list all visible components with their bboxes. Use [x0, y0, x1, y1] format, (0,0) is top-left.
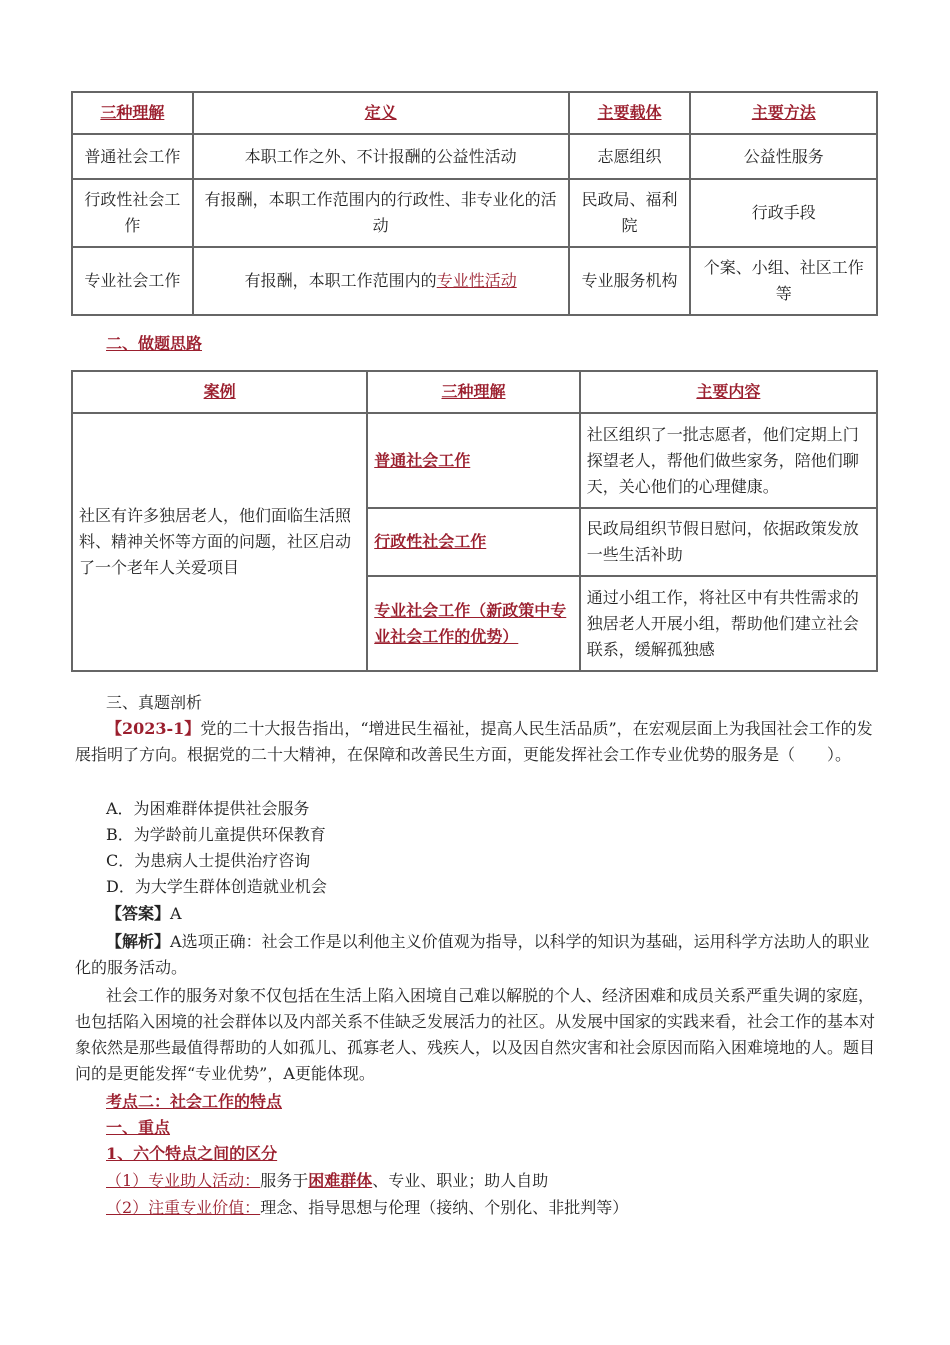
col-header: 三种理解	[72, 92, 193, 134]
understanding-table	[71, 91, 878, 316]
section-title: 二、做题思路	[106, 334, 203, 353]
feature-item	[106, 1168, 875, 1194]
cell-carrier: 志愿组织	[569, 134, 691, 179]
cell-content: 通过小组工作，将社区中有共性需求的独居老人开展小组，帮助他们建立社会联系，缓解孤独感	[580, 576, 877, 671]
cell-type	[367, 508, 580, 576]
analysis-paragraph	[75, 983, 875, 1087]
cell-type	[367, 576, 580, 671]
table-header-row	[72, 371, 877, 413]
feature-text: 、专业、职业；助人自助	[372, 1171, 549, 1190]
col-header: 三种理解	[367, 371, 580, 413]
option: C．为患病人士提供治疗咨询	[106, 851, 311, 870]
type-label: 专业社会工作（新政策中专业社会工作的优势）	[374, 600, 567, 646]
topic-title: 考点二：社会工作的特点	[106, 1092, 283, 1111]
option: A．为困难群体提供社会服务	[106, 799, 310, 818]
cell-method: 个案、小组、社区工作等	[690, 247, 877, 315]
cell-type: 行政性社会工作	[72, 179, 193, 247]
feature-text: 服务于	[260, 1171, 309, 1190]
cell-method: 行政手段	[690, 179, 877, 247]
definition-prefix: 有报酬，本职工作范围内的	[244, 271, 437, 290]
cell-type: 专业社会工作	[72, 247, 193, 315]
definition-highlight: 专业性活动	[436, 271, 517, 290]
cell-definition: 本职工作之外、不计报酬的公益性活动	[193, 134, 569, 179]
col-header: 定义	[193, 92, 569, 134]
col-header: 主要内容	[580, 371, 877, 413]
answer-value: A	[170, 904, 182, 923]
table-row	[72, 247, 877, 315]
subsection-title: 一、重点	[106, 1118, 171, 1137]
table-row	[72, 134, 877, 179]
question-tag: 【2023-1】	[106, 719, 201, 738]
answer	[106, 901, 875, 927]
feature-text: 理念、指导思想与伦理（接纳、个别化、非批判等）	[260, 1198, 629, 1217]
type-label: 行政性社会工作	[374, 532, 487, 551]
analysis-label: 【解析】	[106, 932, 171, 951]
cell-carrier: 专业服务机构	[569, 247, 691, 315]
cell-type: 普通社会工作	[72, 134, 193, 179]
table-row	[72, 413, 877, 508]
cell-content: 社区组织了一批志愿者，他们定期上门探望老人，帮他们做些家务，陪他们聊天，关心他们的心理健康。	[580, 413, 877, 508]
option: D．为大学生群体创造就业机会	[106, 877, 327, 896]
cell-definition: 有报酬，本职工作范围内的行政性、非专业化的活动	[193, 179, 569, 247]
option: B．为学龄前儿童提供环保教育	[106, 825, 326, 844]
section-title: 三、真题剖析	[106, 693, 203, 712]
feature-label: （1）专业助人活动：	[106, 1171, 261, 1190]
col-header: 案例	[72, 371, 367, 413]
col-header: 主要方法	[690, 92, 877, 134]
cell-method: 公益性服务	[690, 134, 877, 179]
feature-item	[106, 1195, 875, 1221]
cell-content: 民政局组织节假日慰问，依据政策发放一些生活补助	[580, 508, 877, 576]
type-label: 普通社会工作	[374, 450, 471, 470]
subsection-title: 1、六个特点之间的区分	[106, 1144, 278, 1163]
cell-carrier: 民政局、福利院	[569, 179, 691, 247]
question-body: 党的二十大报告指出，“增进民生福祉，提高人民生活品质”，在宏观层面上为我国社会工作的发展指明了方向。根据党的二十大精神，在保障和改善民生方面，更能发挥社会工作专业优势的服务是（ ）。	[75, 719, 873, 764]
feature-label: （2）注重专业价值：	[106, 1198, 261, 1217]
cell-case: 社区有许多独居老人，他们面临生活照料、精神关怀等方面的问题，社区启动了一个老年人关爱项目	[72, 413, 367, 671]
cell-definition	[193, 247, 569, 315]
analysis	[75, 929, 875, 981]
analysis-text: 社会工作的服务对象不仅包括在生活上陷入困境自己难以解脱的个人、经济困难和成员关系严重失调的家庭，也包括陷入困境的社会群体以及内部关系不佳缺乏发展活力的社区。从发展中国家的实践来看，社会工作的基本对象依然是那些最值得帮助的人如孤儿、孤寡老人、残疾人，以及因自然灾害和社会原因而陷入困难境地的人。题目问的是更能发挥“专业优势”，A更能体现。	[75, 986, 876, 1083]
cell-type	[367, 413, 580, 508]
feature-highlight: 困难群体	[308, 1171, 373, 1190]
case-table	[71, 370, 878, 672]
analysis-text: A选项正确：社会工作是以利他主义价值观为指导，以科学的知识为基础，运用科学方法助人的职业化的服务活动。	[75, 932, 870, 977]
table-header-row	[72, 92, 877, 134]
col-header: 主要载体	[569, 92, 691, 134]
question-text	[75, 716, 875, 768]
answer-label: 【答案】	[106, 904, 171, 923]
table-row	[72, 179, 877, 247]
